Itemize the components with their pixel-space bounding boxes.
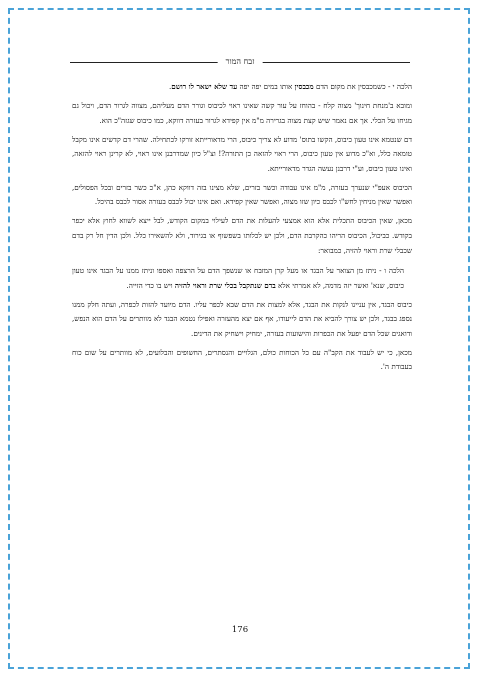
- paragraph: ומובא ב'מנחת חינוך' מצוה קלח - בהוחז על עור קשה שאינו ראוי לכיבוס וגורר הדם מעליהם, מצווה לגרור הדם, ויכול גם מגיחו על הכלי. אך אם נאמר שיש קצת מצוה בגרירה מ"מ אין קפידא לגרור בעזרה דווקא, כמו כיבוס שגזה"כ הוא.: [72, 100, 412, 125]
- bold-term: מכבסין: [294, 82, 314, 91]
- quote-text: ויש בו כדי הזייה.: [126, 280, 175, 290]
- paragraph-halacha-10: [72, 80, 412, 95]
- quote-bold: בדם שנתקבל בכלי שרת וראוי להזיה: [174, 280, 276, 290]
- header-title: זבח המור: [218, 56, 263, 68]
- quote-halacha-6: [72, 264, 412, 293]
- quote-text: הלכה ו - ניתז מן הצואר על הבגד או מעל קרן המזבח או שנשפך הדם על הרצפה ואספו וניתז ממנו על הבגד אינו טעון כיבוס, שנא' ואשר יזה מדמה, לא אמרתי אלא: [72, 266, 404, 290]
- paragraph: כיבוס הבגד, אין עניינו לנקות את הבגד, אלא למצות את הדם שבא לכפר עליו. הדם מיועד להזות לכפרה, ועתה חלק ממנו נספג בבגד, ולכן יש צורך להביא את הדם לייעודו, אף אם יצא מהעזרה ואפילו נטמא הבגד לא מוותרים על הדם הוא הנפש, ודואגים שכל הדם יפעל את הכפרות והישועות בעזרה, ימחיק וישחיק את הדינים.: [72, 299, 412, 338]
- paragraph: הכיבוס אעפ"י שנערך בעזרה, מ"מ אינו עבודה וכשר בזרים, שלא מצינו בזה דווקא כהן, א"כ כשר בזרים ובכל הפסולים, ואפשר שאין מניחין לחש"ו לכבס כיון שזו מצוה, ואפשר שאין קפידא. ואם אינו יכול לכבס בעזרה אסור לכבס בהיכל.: [72, 182, 412, 207]
- paragraph: דם שנטמא אינו טעון כיבוס, הקשו בתוס' מדוע לא צריך כיבוס, הרי מדאורייתא זורקו לכתחילה. שהרי דם קדשים אינו מקבל טומאה כלל, וא"כ מדוע אין טעון כיבוס, הרי ראוי להזאה כן התורה?! וצ"ל כיון שמדרבנן אינו ראוי, לא קרינן ראוי להזאה, ואינו טעון כיבוס, וע"י דרבנן נעשה הגדר מדאורייתא.: [72, 134, 412, 173]
- paragraph-text: .: [169, 82, 172, 91]
- paragraph-text: אותו במים יפה יפה: [237, 82, 295, 91]
- bold-phrase: עד שלא ישאר לו רושם: [171, 82, 238, 91]
- paragraph: מכאן, כי יש לעבוד את הקב"ה עם כל הכוחות כולם, הגלויים והנסתרים, החשופים והבלועים, לא מוותרים על שום כוח בעבודת ה'.: [72, 347, 412, 372]
- page-number: 176: [231, 625, 249, 635]
- body-text: [72, 80, 412, 379]
- paragraph-text: הלכה י - כשמכבסין את מקום הדם: [313, 82, 412, 91]
- paragraph: מכאן, שאין הכיבוס התכלית אלא הוא אמצעי להעלות את הדם לעילוי במקום הקודש, לבל ייצא לשווא לחוץ אלא יכפר בקודש. כביכול, הכיבוס הריהו כהקרבת הדם, ולכן יש לכלותו בשפשוף או בגירוד, ולא להשאירו כלל. ולכן הדין חל רק בדם שכבלי שרת וראוי להזיה, כמבואר:: [72, 216, 412, 255]
- running-header: [70, 56, 410, 70]
